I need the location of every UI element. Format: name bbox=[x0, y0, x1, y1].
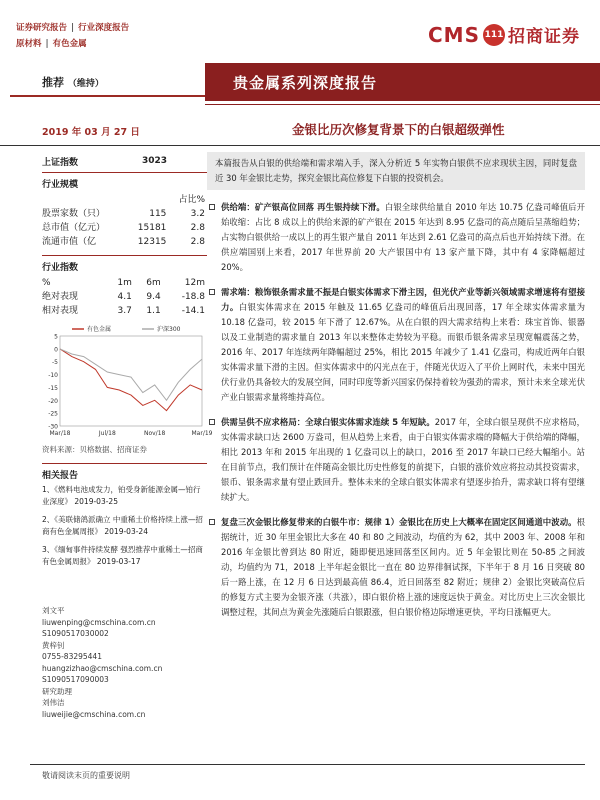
main-text bbox=[207, 152, 585, 620]
tag-type: 证券研究报告 bbox=[16, 23, 68, 33]
scale-title: 行业规模 bbox=[42, 180, 79, 190]
banner-divider bbox=[205, 104, 600, 105]
logo-text: CMS bbox=[428, 22, 480, 47]
sidebar bbox=[42, 152, 213, 574]
y-tick-label: -30 bbox=[48, 423, 58, 431]
plot-frame bbox=[60, 336, 202, 426]
table-row: 股票家数（只） 115 3.2 bbox=[42, 209, 205, 219]
rating-label: 推荐 bbox=[42, 76, 64, 89]
report-date: 2019 年 03 月 27 日 bbox=[42, 127, 140, 138]
performance-table: % 1m 6m 12m 绝对表现 4.1 9.4 -18.8 相对表现 3.7 1.1 -14.1 bbox=[42, 278, 205, 316]
bullet-ratio: 复盘三次金银比修复带来的白银牛市：规律 1）金银比在历史上大概率在固定区间通道中波动。根据统计，近 30 年里金银比大多在 40 和 80 之间波动，均值约为 62，其中 2003 年、2008 年和 2016 年金银比曾到达 80 附近，随即便迅速回落至区间内。近 5 年金银比则在 50-85 之间波动，均值约为 71，2018 上半年起金银比一直在 80 边界徘徊试探，下半年于 8 月 16 日突破 80 后一路上涨，在 12 月 6 日达到最高值 86.4，近日回落至 82 附近；规律 2）金银比突破高位后的修复方式主要为金银齐涨（共涨），即白银价格上涨的速度远快于黄金。对比历史上三次金银比调整过程，其间点为黄金先涨随后白银跟涨，但白银价格边际增速更快，平均日涨幅更大。 bbox=[207, 515, 585, 620]
y-tick-label: -5 bbox=[52, 359, 58, 367]
square-bullet-icon bbox=[209, 289, 215, 295]
footer-note: 敬请阅读末页的重要说明 bbox=[42, 771, 130, 780]
cms-logo bbox=[428, 22, 580, 47]
rating-sub: （维持） bbox=[67, 79, 104, 89]
x-tick-label: Jul/18 bbox=[98, 430, 116, 437]
y-tick-label: -25 bbox=[48, 410, 58, 418]
index-label: 上证指数 bbox=[42, 157, 79, 168]
legend-label-0: 有色金属 bbox=[87, 326, 112, 333]
header-rule bbox=[0, 145, 600, 146]
abstract: 本篇报告从白银的供给端和需求端入手，深入分析近 5 年实物白银供不应求现状主因，同时复盘近 30 年金银比走势，探究金银比高位修复下白银的投资机会。 bbox=[207, 152, 585, 190]
series-banner: 贵金属系列深度报告 bbox=[205, 63, 600, 101]
footer-rule bbox=[30, 764, 585, 765]
square-bullet-icon bbox=[209, 419, 215, 425]
logo-badge-icon: 111 bbox=[483, 24, 505, 46]
analyst-block: 刘文平 liuwenping@cmschina.com.cn S1090517030002 黄梓钊 0755-83295441 huangzizhao@cmschina.com.cn S1090517090003 研究助理 刘伟洁 liuweijie@cmschina.com.cn bbox=[42, 606, 163, 719]
tag-sector: 原材料 bbox=[16, 39, 42, 49]
list-item: 1、《燃料电池成发力，铂受身新能源金属—铂行业深度》 2019-03-25 bbox=[42, 485, 201, 506]
y-tick-label: -10 bbox=[48, 372, 58, 380]
index-row bbox=[42, 152, 207, 170]
index-chart-svg bbox=[42, 322, 213, 440]
list-item: 3、《缅甸事件持续发酵 强烈推荐中重稀土—招商有色金属周报》 2019-03-17 bbox=[42, 545, 203, 566]
logo-name: 招商证券 bbox=[507, 27, 580, 47]
legend-label-1: 沪深300 bbox=[157, 326, 181, 333]
y-tick-label: 5 bbox=[54, 333, 58, 341]
share-head: 占比% bbox=[178, 195, 205, 205]
y-tick-label: -15 bbox=[48, 384, 58, 392]
related-title: 相关报告 bbox=[42, 471, 79, 481]
chart-source: 资料来源：贝格数据、招商证券 bbox=[42, 445, 147, 454]
index-value: 3023 bbox=[141, 156, 167, 166]
table-row: 总市值（亿元） 15181 2.8 bbox=[42, 223, 205, 233]
square-bullet-icon bbox=[209, 204, 215, 210]
square-bullet-icon bbox=[209, 519, 215, 525]
report-tags: 证券研究报告 | 行业深度报告 原材料 | 有色金属 bbox=[16, 23, 130, 49]
related-list bbox=[42, 484, 207, 568]
tag-depth: 行业深度报告 bbox=[78, 23, 130, 33]
rating-divider bbox=[10, 95, 206, 97]
scale-table bbox=[42, 193, 207, 249]
report-headline: 金银比历次修复背景下的白银超级弹性 bbox=[292, 122, 505, 137]
table-row: 绝对表现 4.1 9.4 -18.8 bbox=[42, 292, 205, 302]
bullet-supply: 供给端：矿产银高位回落 再生银持续下滑。白银全球供给量自 2010 年达 10.75 亿盎司峰值后开始收缩：占比 8 成以上的供给来源的矿产银在 2015 年达到 8.95 亿盎司的高点随后呈蒸缩趋势；占实物白银供给一成以上的再生银产量自 2011 年达到 2.61 亿盎司的高点后也开始持续下滑。在供应端国别上来看，2017 年世界前 20 大产银国中有 13 家产量下降，其中有 4 家降幅超过 20%。 bbox=[207, 200, 585, 275]
x-tick-label: Mar/19 bbox=[191, 430, 213, 437]
table-row: 流通市值（亿 12315 2.8 bbox=[42, 237, 205, 247]
bullet-demand: 需求端：粮饰银条需求量不振是白银实体需求下滑主因，但光伏产业等新兴领域需求增速将有望接力。白银实体需求在 2015 年触及 11.65 亿盎司的峰值后出现回落，17 年全球实体需求量为 10.18 亿盎司，较 2015 年下滑了 12.67%。从在白银的四大需求结构上来看：珠宝首饰、银器以及工业制造的需求量自 2013 年以来整体走势较为平稳。而银币银条需求呈现宽幅震荡之势，2016 年、2017 年连续两年降幅超过 25%，相比 2015 年减少了 1.41 亿盎司，构成近两年白银实体需求量下滑的主因。但实体需求中的闪光点在于，伴随光伏迈入了平价上网时代，未来中国光伏行业仍具备较大的发展空间，同时印度等新兴国家仍保持着较为强劲的需求，预计未来全球光伏产业白银需求量将维持高位。 bbox=[207, 285, 585, 405]
table-row: 相对表现 3.7 1.1 -14.1 bbox=[42, 306, 205, 316]
tag-industry: 有色金属 bbox=[52, 39, 87, 49]
perf-unit: % bbox=[42, 278, 51, 288]
performance-title: 行业指数 bbox=[42, 263, 79, 273]
bullet-balance: 供需呈供不应求格局：全球白银实体需求连续 5 年短缺。2017 年，全球白银呈现供不应求格局，实体需求缺口达 2600 万盎司，但从趋势上来看，由于白银实体需求端的降幅大于供给端的降幅，相比 2013 年和 2015 年出现的 1 亿盎司以上的缺口，2016 至 2017 年缺口已经大幅缩小。站在目前节点，我们预计在伴随高金银比历史性修复的前提下，白银的涨价效应将拉动其投资需求，银币、银条需求量有望止跌回升。整体未来的全球白银实体需求有望逐步抬升，需求缺口将有望继续扩大。 bbox=[207, 415, 585, 505]
rating bbox=[42, 74, 104, 90]
index-chart bbox=[42, 322, 213, 440]
list-item: 2、《美联储鸽派确立 中重稀土价格持续上涨—招商有色金属周报》 2019-03-24 bbox=[42, 515, 203, 536]
x-tick-label: Nov/18 bbox=[143, 430, 166, 437]
y-tick-label: -20 bbox=[48, 397, 58, 405]
x-tick-label: Mar/18 bbox=[49, 430, 71, 437]
y-tick-label: 0 bbox=[54, 346, 58, 354]
